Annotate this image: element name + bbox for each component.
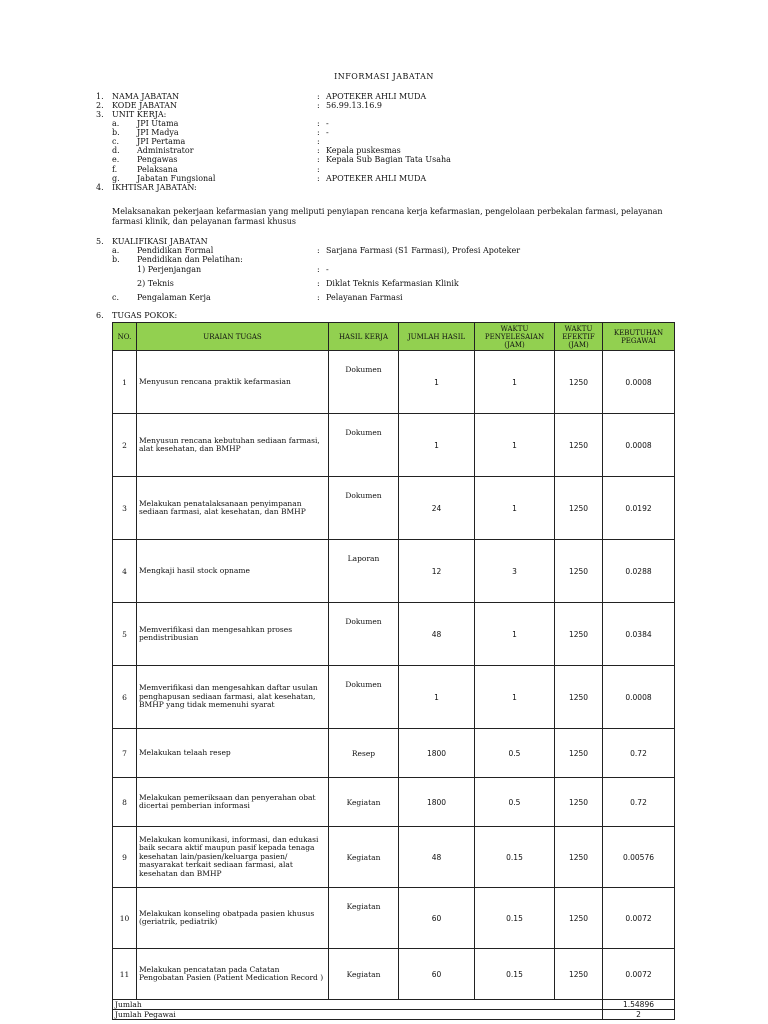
table-row <box>113 666 675 729</box>
cell-kebutuhan: 0.72 <box>603 778 675 827</box>
cell-no: 3 <box>113 477 137 540</box>
cell-kebutuhan: 0.72 <box>603 729 675 778</box>
item-label: Pendidikan dan Pelatihan: <box>137 255 243 264</box>
cell-jumlah: 12 <box>399 540 475 603</box>
cell-kebutuhan: 0.00576 <box>603 827 675 888</box>
cell-waktu: 3 <box>475 540 555 603</box>
cell-waktu: 0.15 <box>475 949 555 1000</box>
item-label: Pendidikan Formal <box>137 246 214 255</box>
item-label: JPI Pertama <box>137 137 186 146</box>
item-letter: d. <box>112 146 120 155</box>
cell-uraian: Melakukan komunikasi, informasi, dan edukasi baik secara aktif maupun pasif kepada tenaga kesehatan lain/pasien/keluarga pasien/ masyarakat terkait sediaan farmasi, alat kesehatan dan BMHP <box>137 827 329 888</box>
item-label: Administrator <box>137 146 194 155</box>
cell-efektif: 1250 <box>555 477 603 540</box>
colon: : <box>317 92 320 101</box>
cell-kebutuhan: 0.0072 <box>603 888 675 949</box>
cell-jumlah: 48 <box>399 603 475 666</box>
cell-waktu: 0.5 <box>475 778 555 827</box>
item-value: Sarjana Farmasi (S1 Farmasi), Profesi Apoteker <box>326 246 521 255</box>
item-label: JPI Madya <box>137 128 179 137</box>
cell-uraian: Memverifikasi dan mengesahkan daftar usulan penghapusan sediaan farmasi, alat kesehatan, BMHP yang tidak memenuhi syarat <box>137 666 329 729</box>
header-no: NO. <box>113 323 137 351</box>
colon: : <box>317 293 320 302</box>
cell-no: 5 <box>113 603 137 666</box>
table-row <box>113 414 675 477</box>
item-label: JPI Utama <box>137 119 179 128</box>
section-label: UNIT KERJA: <box>112 110 167 119</box>
jumlah-pegawai-value: 2 <box>603 1010 675 1020</box>
cell-uraian: Menyusun rencana kebutuhan sediaan farmasi, alat kesehatan, dan BMHP <box>137 414 329 477</box>
cell-efektif: 1250 <box>555 827 603 888</box>
item-value: Pelayanan Farmasi <box>326 293 403 302</box>
section-number: 6. <box>96 311 104 320</box>
jumlah-pegawai-label: Jumlah Pegawai <box>113 1010 603 1020</box>
cell-waktu: 1 <box>475 666 555 729</box>
section-number: 3. <box>96 110 104 119</box>
cell-no: 7 <box>113 729 137 778</box>
item-label: Jabatan Fungsional <box>137 174 216 183</box>
cell-hasil: Laporan <box>329 540 399 603</box>
header-waktu-penyelesaian: WAKTU PENYELESAIAN (JAM) <box>475 323 555 351</box>
cell-hasil: Resep <box>329 729 399 778</box>
ikhtisar-text: Melaksanakan pekerjaan kefarmasian yang meliputi penyiapan rencana kerja kefarmasian, pengelolaan perbekalan farmasi, pelayanan farmasi klinik, dan pelayanan farmasi khusus <box>112 207 663 226</box>
cell-no: 1 <box>113 351 137 414</box>
cell-efektif: 1250 <box>555 778 603 827</box>
colon: : <box>317 137 320 146</box>
cell-uraian: Melakukan pencatatan pada Catatan Pengobatan Pasien (Patient Medication Record ) <box>137 949 329 1000</box>
cell-kebutuhan: 0.0008 <box>603 666 675 729</box>
item-letter: b. <box>112 255 120 264</box>
section-number: 1. <box>96 92 104 101</box>
cell-jumlah: 1800 <box>399 778 475 827</box>
item-label: Pengalaman Kerja <box>137 293 211 302</box>
colon: : <box>317 165 320 174</box>
item-letter: c. <box>112 293 120 302</box>
table-row <box>113 827 675 888</box>
cell-uraian: Melakukan konseling obatpada pasien khusus (geriatrik, pediatrik) <box>137 888 329 949</box>
cell-hasil: Dokumen <box>329 666 399 729</box>
item-value: - <box>326 119 329 128</box>
item-letter: b. <box>112 128 120 137</box>
jumlah-label: Jumlah <box>113 1000 603 1010</box>
cell-jumlah: 60 <box>399 949 475 1000</box>
cell-jumlah: 1 <box>399 351 475 414</box>
item-value: - <box>326 265 329 274</box>
colon: : <box>317 146 320 155</box>
cell-waktu: 1 <box>475 477 555 540</box>
item-letter: g. <box>112 174 120 183</box>
cell-no: 4 <box>113 540 137 603</box>
item-value: Kepala Sub Bagian Tata Usaha <box>326 155 451 164</box>
table-row <box>113 477 675 540</box>
cell-jumlah: 60 <box>399 888 475 949</box>
cell-waktu: 1 <box>475 603 555 666</box>
colon: : <box>317 101 320 110</box>
cell-uraian: Melakukan pemeriksaan dan penyerahan obat dicertai pemberian informasi <box>137 778 329 827</box>
cell-no: 2 <box>113 414 137 477</box>
cell-hasil: Kegiatan <box>329 778 399 827</box>
cell-waktu: 0.15 <box>475 888 555 949</box>
cell-hasil: Dokumen <box>329 351 399 414</box>
section-label: KUALIFIKASI JABATAN <box>112 237 208 246</box>
cell-kebutuhan: 0.0384 <box>603 603 675 666</box>
cell-waktu: 1 <box>475 414 555 477</box>
table-row <box>113 729 675 778</box>
colon: : <box>317 119 320 128</box>
item-letter: a. <box>112 119 120 128</box>
cell-no: 9 <box>113 827 137 888</box>
cell-hasil: Dokumen <box>329 414 399 477</box>
tugas-pokok-table <box>112 322 675 1020</box>
section-number: 4. <box>96 183 104 192</box>
cell-kebutuhan: 0.0288 <box>603 540 675 603</box>
cell-efektif: 1250 <box>555 351 603 414</box>
table-row <box>113 949 675 1000</box>
cell-waktu: 0.5 <box>475 729 555 778</box>
cell-hasil: Dokumen <box>329 477 399 540</box>
table-row <box>113 351 675 414</box>
cell-no: 8 <box>113 778 137 827</box>
cell-efektif: 1250 <box>555 949 603 1000</box>
cell-no: 10 <box>113 888 137 949</box>
header-uraian-tugas: URAIAN TUGAS <box>137 323 329 351</box>
cell-efektif: 1250 <box>555 414 603 477</box>
section-value: 56.99.13.16.9 <box>326 101 382 110</box>
item-label: Pelaksana <box>137 165 178 174</box>
cell-hasil: Dokumen <box>329 603 399 666</box>
cell-jumlah: 1 <box>399 666 475 729</box>
table-header-row <box>113 323 675 351</box>
section-label: KODE JABATAN <box>112 101 177 110</box>
colon: : <box>317 155 320 164</box>
cell-jumlah: 24 <box>399 477 475 540</box>
table-row <box>113 888 675 949</box>
section-label: TUGAS POKOK: <box>112 311 178 320</box>
cell-efektif: 1250 <box>555 666 603 729</box>
item-value: - <box>326 128 329 137</box>
cell-waktu: 0.15 <box>475 827 555 888</box>
table-row <box>113 540 675 603</box>
table-row <box>113 778 675 827</box>
jumlah-value: 1.54896 <box>603 1000 675 1010</box>
item-letter: f. <box>112 165 118 174</box>
cell-hasil: Kegiatan <box>329 888 399 949</box>
colon: : <box>317 265 320 274</box>
cell-kebutuhan: 0.0008 <box>603 351 675 414</box>
cell-uraian: Mengkaji hasil stock opname <box>137 540 329 603</box>
cell-jumlah: 48 <box>399 827 475 888</box>
document-title: INFORMASI JABATAN <box>334 72 434 81</box>
item-value: Kepala puskesmas <box>326 146 401 155</box>
cell-hasil: Kegiatan <box>329 949 399 1000</box>
section-label: NAMA JABATAN <box>112 92 180 101</box>
item-letter: a. <box>112 246 120 255</box>
header-waktu-efektif: WAKTU EFEKTIF (JAM) <box>555 323 603 351</box>
cell-uraian: Melakukan penatalaksanaan penyimpanan sediaan farmasi, alat kesehatan, dan BMHP <box>137 477 329 540</box>
cell-efektif: 1250 <box>555 729 603 778</box>
section-number: 5. <box>96 237 104 246</box>
item-value: APOTEKER AHLI MUDA <box>326 174 427 183</box>
cell-hasil: Kegiatan <box>329 827 399 888</box>
header-jumlah-hasil: JUMLAH HASIL <box>399 323 475 351</box>
cell-efektif: 1250 <box>555 603 603 666</box>
item-letter: c. <box>112 137 120 146</box>
colon: : <box>317 128 320 137</box>
header-hasil-kerja: HASIL KERJA <box>329 323 399 351</box>
cell-waktu: 1 <box>475 351 555 414</box>
cell-uraian: Memverifikasi dan mengesahkan proses pendistribusian <box>137 603 329 666</box>
section-value: APOTEKER AHLI MUDA <box>326 92 427 101</box>
cell-uraian: Melakukan telaah resep <box>137 729 329 778</box>
cell-kebutuhan: 0.0192 <box>603 477 675 540</box>
jumlah-row <box>113 1000 675 1010</box>
jumlah-pegawai-row <box>113 1010 675 1020</box>
cell-kebutuhan: 0.0072 <box>603 949 675 1000</box>
cell-kebutuhan: 0.0008 <box>603 414 675 477</box>
cell-uraian: Menyusun rencana praktik kefarmasian <box>137 351 329 414</box>
colon: : <box>317 174 320 183</box>
section-number: 2. <box>96 101 104 110</box>
header-kebutuhan-pegawai: KEBUTUHAN PEGAWAI <box>603 323 675 351</box>
cell-jumlah: 1 <box>399 414 475 477</box>
item-label: 2) Teknis <box>137 279 174 288</box>
cell-efektif: 1250 <box>555 888 603 949</box>
colon: : <box>317 246 320 255</box>
cell-no: 11 <box>113 949 137 1000</box>
item-letter: e. <box>112 155 120 164</box>
item-label: Pengawas <box>137 155 178 164</box>
colon: : <box>317 279 320 288</box>
item-label: 1) Perjenjangan <box>137 265 202 274</box>
section-label: IKHTISAR JABATAN: <box>112 183 197 192</box>
cell-efektif: 1250 <box>555 540 603 603</box>
table-row <box>113 603 675 666</box>
cell-no: 6 <box>113 666 137 729</box>
cell-jumlah: 1800 <box>399 729 475 778</box>
item-value: Diklat Teknis Kefarmasian Klinik <box>326 279 459 288</box>
